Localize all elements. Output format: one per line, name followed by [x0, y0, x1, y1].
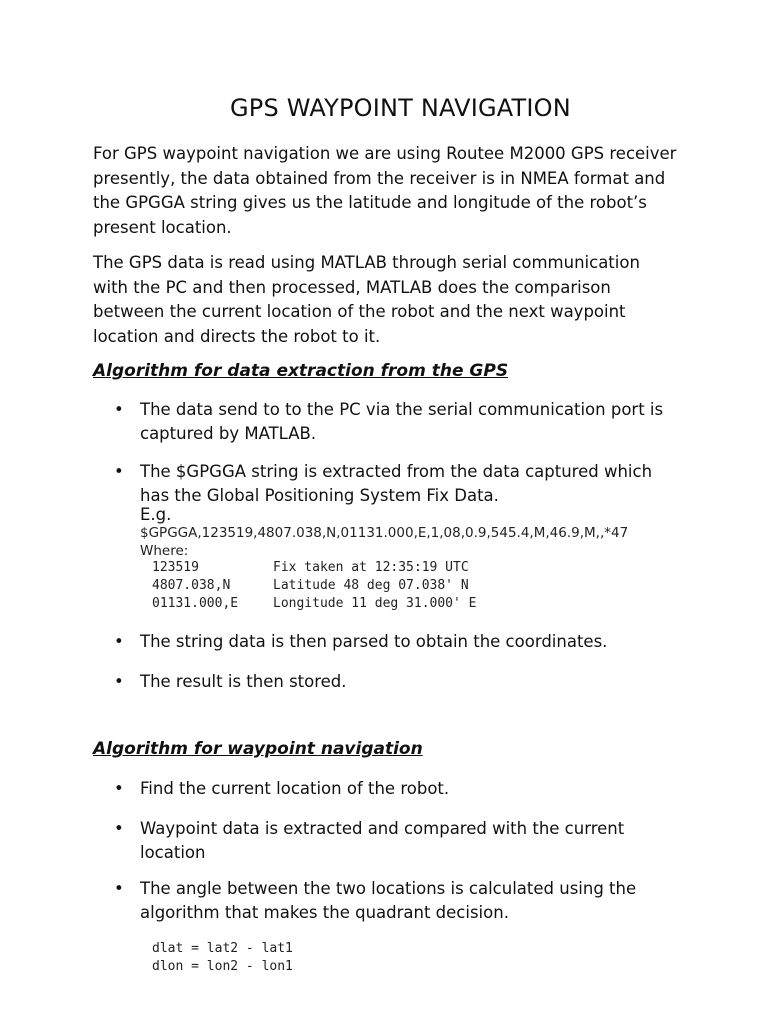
- bullet-icon: •: [114, 879, 124, 898]
- list-item-text: The data send to to the PC via the serial communication port is captured by MATLAB.: [140, 400, 664, 443]
- example-string: $GPGGA,123519,4807.038,N,01131.000,E,1,08,0.9,545.4,M,46.9,M,,*47: [140, 525, 629, 541]
- intro-paragraph: For GPS waypoint navigation we are using Routee M2000 GPS receiver presently, the data obtained from the receiver is in NMEA format and the GPGGA string gives us the latitude and longitude of the robot’s present location.: [93, 144, 677, 237]
- example-where: Where:: [140, 543, 189, 559]
- list-item-text: The angle between the two locations is calculated using the algorithm that makes the quadrant decision.: [140, 879, 637, 922]
- bullet-icon: •: [114, 632, 124, 651]
- row-value: 4807.038,N: [152, 578, 231, 593]
- page-title: GPS WAYPOINT NAVIGATION: [230, 94, 571, 122]
- list-item-text: Find the current location of the robot.: [140, 779, 450, 798]
- section-heading-extraction: Algorithm for data extraction from the GPS: [93, 361, 509, 381]
- row-desc: Latitude 48 deg 07.038' N: [273, 578, 469, 593]
- bullet-icon: •: [114, 400, 124, 419]
- list-item-text: Waypoint data is extracted and compared with the current location: [140, 819, 625, 862]
- code-block: [152, 940, 293, 976]
- bullet-icon: •: [114, 779, 124, 798]
- bullet-icon: •: [114, 819, 124, 838]
- row-value: 01131.000,E: [152, 596, 239, 611]
- row-value: 123519: [152, 560, 199, 575]
- bullet-icon: •: [114, 462, 124, 481]
- list-item-text: The result is then stored.: [140, 672, 347, 691]
- matlab-paragraph: The GPS data is read using MATLAB through serial communication with the PC and then processed, MATLAB does the comparison between the current location of the robot and the next waypoint location and directs the robot to it.: [93, 253, 640, 346]
- row-desc: Fix taken at 12:35:19 UTC: [273, 560, 469, 575]
- row-desc: Longitude 11 deg 31.000' E: [273, 596, 477, 611]
- code-line: dlon = lon2 - lon1: [152, 959, 293, 974]
- example-label: E.g.: [140, 505, 172, 524]
- code-line: dlat = lat2 - lat1: [152, 941, 293, 956]
- list-item-text: The $GPGGA string is extracted from the data captured which has the Global Positioning System Fix Data.: [140, 462, 653, 505]
- section-heading-navigation: Algorithm for waypoint navigation: [93, 739, 423, 759]
- bullet-icon: •: [114, 672, 124, 691]
- list-item-text: The string data is then parsed to obtain the coordinates.: [140, 632, 608, 651]
